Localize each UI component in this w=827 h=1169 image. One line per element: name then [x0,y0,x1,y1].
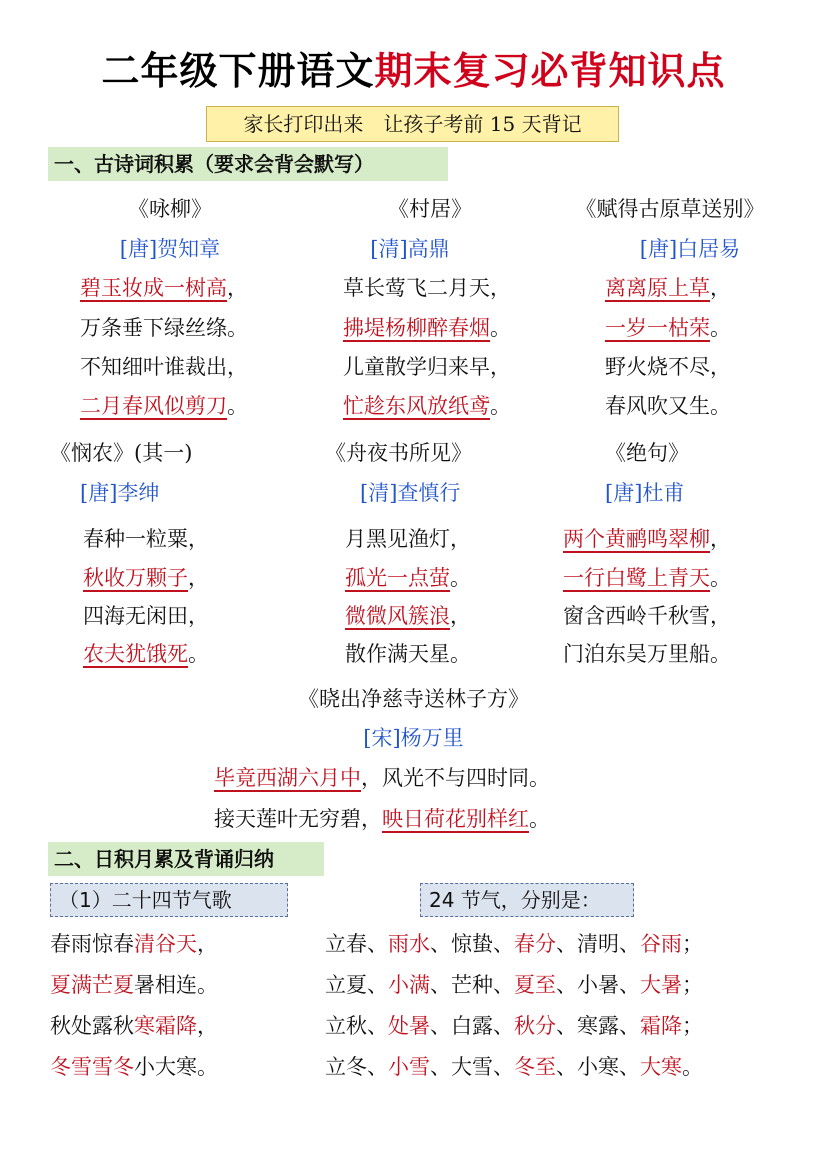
poem-line: 万条垂下绿丝绦。 [80,316,248,340]
terms-line: 立春、雨水、惊蛰、春分、清明、谷雨； [325,932,703,956]
page-title [0,40,827,95]
poem-title: 《晓出净慈寺送林子方》 [298,687,529,711]
terms-line: 立秋、处暑、白露、秋分、寒露、霜降； [325,1014,703,1038]
poem-title: 《咏柳》 [128,197,212,221]
subheading-solar-terms-list: 24 节气，分别是： [420,883,634,917]
poem-line: 秋收万颗子， [83,566,209,590]
poem-title: 《舟夜书所见》 [325,441,472,465]
poem-line: 窗含西岭千秋雪， [563,604,731,628]
poem-line: 孤光一点萤。 [345,566,471,590]
terms-line: 立冬、小雪、大雪、冬至、小寒、大寒。 [325,1055,703,1079]
poem-line: 微微风簇浪， [345,604,471,628]
song-line: 春雨惊春清谷天， [50,932,218,956]
poem-line: 春风吹又生。 [605,394,731,418]
poem-author: [唐]贺知章 [119,237,221,261]
song-line: 冬雪雪冬小大寒。 [50,1055,218,1079]
poem-author: [唐]白居易 [639,237,741,261]
poem-line: 碧玉妆成一树高， [80,276,248,300]
section-heading-accumulation: 二、日积月累及背诵归纳 [48,842,324,876]
poem-line: 一行白鹭上青天。 [563,566,731,590]
poem-line: 门泊东吴万里船。 [563,642,731,666]
poem-author: [唐]李绅 [80,481,160,505]
subheading-solar-terms-song: （1）二十四节气歌 [50,883,288,917]
poem-line: 儿童散学归来早， [343,355,511,379]
song-line: 夏满芒夏暑相连。 [50,973,218,997]
poem-author: [清]查慎行 [360,481,461,505]
poem-line: 拂堤杨柳醉春烟。 [343,316,511,340]
poem-line: 一岁一枯荣。 [605,316,731,340]
title-black: 二年级下册语文 [101,49,375,93]
poem-line: 离离原上草， [605,276,731,300]
poem-line: 农夫犹饿死。 [83,642,209,666]
poem-title: 《赋得古原草送别》 [575,197,765,221]
poem-author: [清]高鼎 [370,237,450,261]
poem-line: 春种一粒粟， [83,527,209,551]
poem-line: 草长莺飞二月天， [343,276,511,300]
poem-line: 接天莲叶无穷碧，映日荷花别样红。 [214,807,550,831]
terms-line: 立夏、小满、芒种、夏至、小暑、大暑； [325,973,703,997]
poem-author: [唐]杜甫 [605,481,685,505]
poem-line: 四海无闲田， [83,604,209,628]
subtitle-banner: 家长打印出来 让孩子考前 15 天背记 [206,106,619,142]
poem-line: 不知细叶谁裁出， [80,355,248,379]
poem-line: 月黑见渔灯， [345,527,471,551]
poem-title: 《悯农》(其一) [50,441,193,465]
poem-title: 《村居》 [388,197,472,221]
poem-line: 野火烧不尽， [605,355,731,379]
poem-line: 两个黄鹂鸣翠柳， [563,527,731,551]
poem-line: 忙趁东风放纸鸢。 [343,394,511,418]
poem-line: 毕竟西湖六月中，风光不与四时同。 [214,766,550,790]
poem-line: 散作满天星。 [345,642,471,666]
section-heading-poems: 一、古诗词积累（要求会背会默写） [48,147,448,181]
poem-author: [宋]杨万里 [363,726,464,750]
poem-line: 二月春风似剪刀。 [80,394,248,418]
title-red: 期末复习必背知识点 [374,49,726,93]
poem-title: 《绝句》 [605,441,689,465]
song-line: 秋处露秋寒霜降， [50,1014,218,1038]
